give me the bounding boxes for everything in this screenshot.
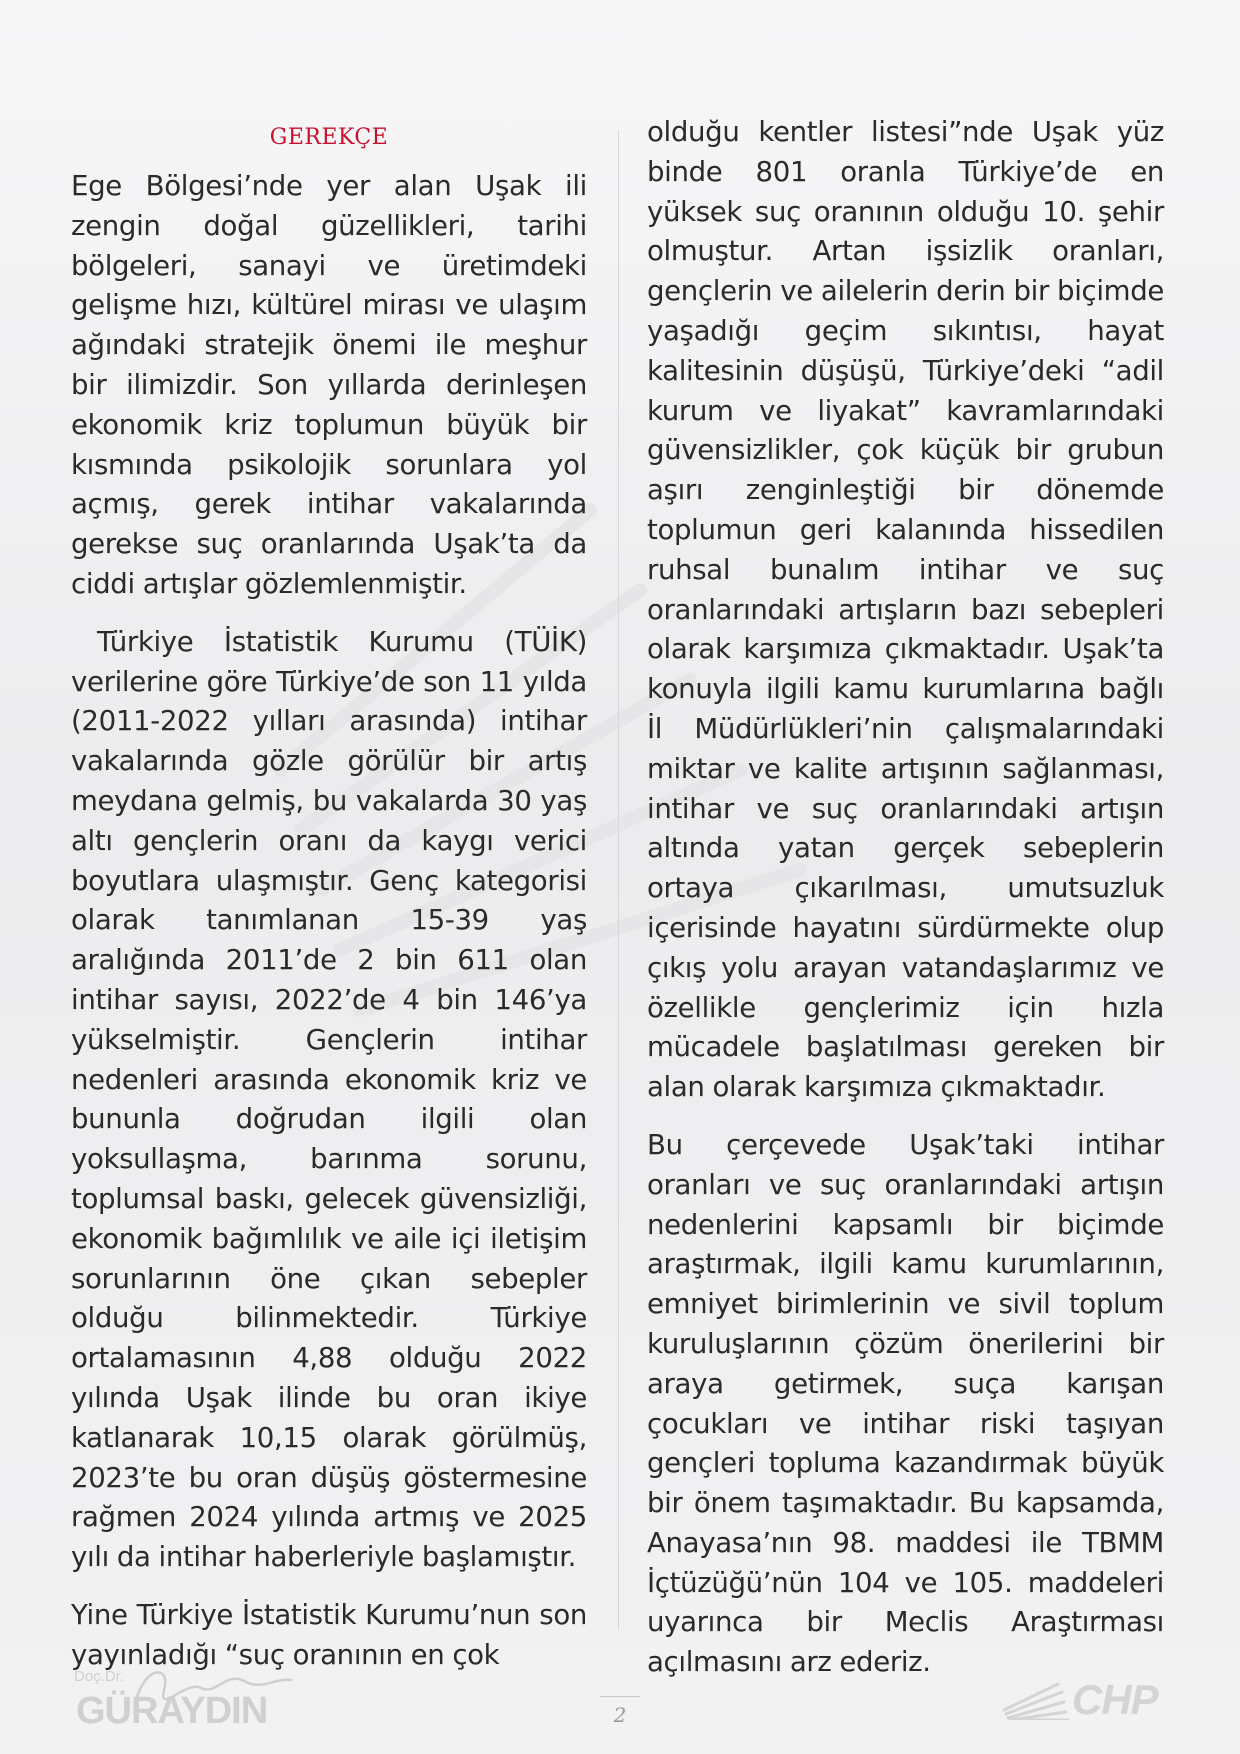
paragraph: Ege Bölgesi’nde yer alan Uşak ili zengin doğal güzellikleri, tarihi bölgeleri, sanayi ve üretimdeki gelişme hızı, kültürel mirası ve ulaşım ağındaki stratejik önemi ile meşhur bir ilimizdir. Son yıllarda derinleşen ekonomik kriz toplumun büyük bir kısmında psikolojik sorunlara yol açmış, gerek intihar vakalarında gerekse suç oranlarında Uşak’ta da ciddi artışlar gözlemlenmiştir. [71, 169, 587, 600]
signature-block [74, 1660, 274, 1732]
column-divider [618, 130, 619, 1630]
paragraph: olduğu kentler listesi”nde Uşak yüz binde 801 oranla Türkiye’de en yüksek suç oranının olduğu 10. şehir olmuştur. Artan işsizlik oranları, gençlerin ve ailelerin derin bir biçimde yaşadığı geçim sıkıntısı, hayat kalitesinin düşüşü, Türkiye’deki “adil kurum ve liyakat” kavramlarındaki güvensizlikler, çok küçük bir grubun aşırı zenginleştiği bir dönemde toplumun geri kalanında hissedilen ruhsal bunalım intihar ve suç oranlarındaki artışların bazı sebepleri olarak karşımıza çıkmaktadır. Uşak’ta konuyla ilgili kamu kurumlarına bağlı İl Müdürlükleri’nin çalışmalarındaki miktar ve kalite artışının sağlanması, intihar ve suç oranlarındaki artışın altında yatan gerçek sebeplerin ortaya çıkarılması, umutsuzluk içerisinde hayatını sürdürmekte olup çıkış yolu arayan vatandaşlarımız ve özellikle gençlerimiz için hızla mücadele başlatılması gereken bir alan olarak karşımıza çıkmaktadır. [647, 115, 1164, 1104]
section-heading: GEREKÇE [269, 125, 389, 150]
party-logo-text: CHP [1072, 1676, 1158, 1723]
handwritten-signature-icon [126, 1660, 296, 1720]
party-arrows-icon [1000, 1680, 1070, 1720]
signature-name: GÜRAYDIN [76, 1690, 268, 1732]
page-number: 2 [613, 1703, 627, 1727]
paragraph: Bu çerçevede Uşak’taki intihar oranları ve suç oranlarındaki artışın nedenlerini kapsamlı bir biçimde araştırmak, ilgili kamu kurumlarının, emniyet birimlerinin ve sivil toplum kuruluşlarının çözüm önerilerini bir araya getirmek, suça karışan çocukları ve intihar riski taşıyan gençleri topluma kazandırmak büyük bir önem taşımaktadır. Bu kapsamda, Anayasa’nın 98. maddesi ile TBMM İçtüzüğü’nün 104 ve 105. maddeleri uyarınca bir Meclis Araştırması açılmasını arz ederiz. [647, 1127, 1164, 1679]
paragraph: Yine Türkiye İstatistik Kurumu’nun son yayınladığı “suç oranının en çok [71, 1597, 587, 1671]
right-column [647, 112, 1164, 1682]
left-column [71, 122, 587, 1674]
party-logo [1000, 1676, 1170, 1726]
paragraph: Türkiye İstatistik Kurumu (TÜİK) verilerine göre Türkiye’de son 11 yılda (2011-2022 yılları arasında) intihar vakalarında gözle görülür bir artış meydana gelmiş, bu vakalarda 30 yaş altı gençlerin oranı da kaygı verici boyutlara ulaşmıştır. Genç kategorisi olarak tanımlanan 15-39 yaş aralığında 2011’de 2 bin 611 olan intihar sayısı, 2022’de 4 bin 146’ya yükselmiştir. Gençlerin intihar nedenleri arasında ekonomik kriz ve bununla doğrudan ilgili olan yoksullaşma, barınma sorunu, toplumsal baskı, gelecek güvensizliği, ekonomik bağımlılık ve aile içi iletişim sorunlarının öne çıkan sebepler olduğu bilinmektedir. Türkiye ortalamasının 4,88 olduğu 2022 yılında Uşak ilinde bu oran ikiye katlanarak 10,15 olarak görülmüş, 2023’te bu oran düşüş göstermesine rağmen 2024 yılında artmış ve 2025 yılı da intihar haberleriyle başlamıştır. [71, 624, 587, 1574]
footer-rule [600, 1696, 640, 1697]
signature-title: Doç.Dr. [74, 1668, 125, 1685]
